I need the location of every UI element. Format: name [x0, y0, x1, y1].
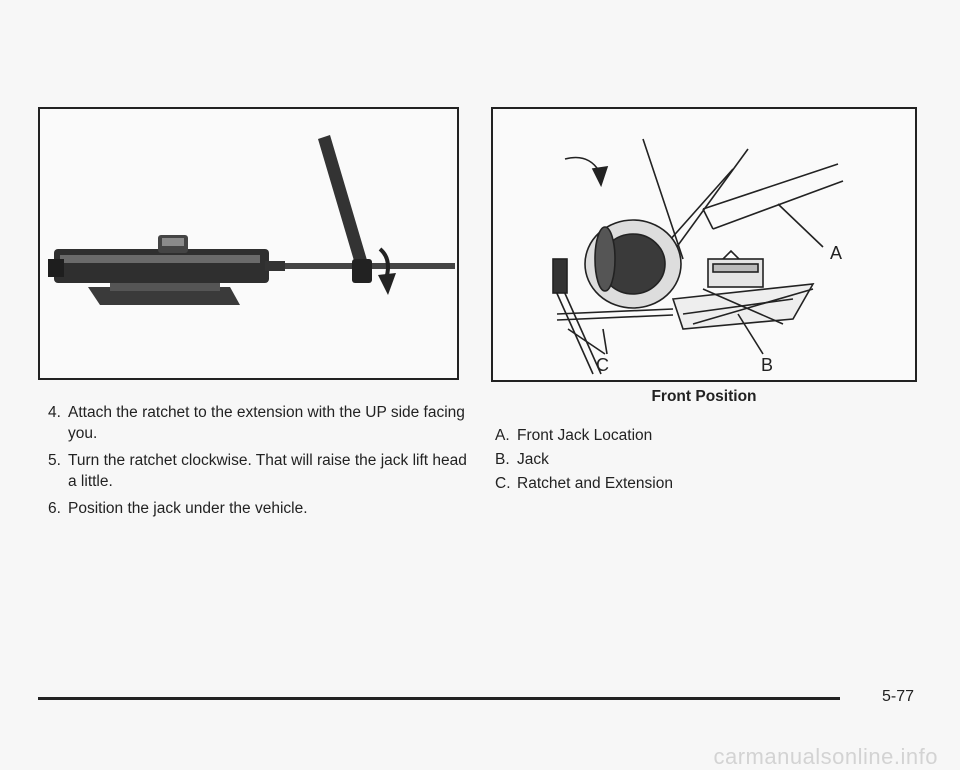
footer-rule — [38, 697, 840, 700]
step-text: Attach the ratchet to the extension with the UP side facing you. — [68, 404, 465, 442]
legend-key: C. — [495, 475, 511, 492]
jack-ratchet-illustration — [38, 107, 459, 380]
callout-b: B — [761, 355, 774, 375]
step-number: 4. — [48, 404, 61, 421]
legend-item — [495, 472, 673, 496]
legend-label: Front Jack Location — [517, 427, 653, 444]
steps-list — [48, 402, 468, 525]
watermark: carmanualsonline.info — [713, 744, 938, 769]
legend-key: B. — [495, 451, 510, 468]
step-text: Position the jack under the vehicle. — [68, 500, 308, 517]
legend-item — [495, 448, 673, 472]
legend-label: Ratchet and Extension — [517, 475, 673, 492]
legend-key: A. — [495, 427, 510, 444]
front-position-drawing — [493, 109, 915, 380]
front-position-illustration — [491, 107, 917, 382]
step-number: 6. — [48, 500, 61, 517]
jack-ratchet-drawing — [40, 109, 457, 378]
step-item — [48, 450, 468, 492]
figure-caption: Front Position — [651, 388, 757, 405]
step-item — [48, 498, 468, 519]
callout-a: A — [830, 243, 843, 263]
page-number: 5-77 — [882, 688, 915, 705]
step-item — [48, 402, 468, 444]
figure-legend — [495, 424, 673, 496]
legend-item — [495, 424, 673, 448]
callout-c: C — [596, 355, 609, 375]
step-number: 5. — [48, 452, 61, 469]
step-text: Turn the ratchet clockwise. That will raise the jack lift head a little. — [68, 452, 467, 490]
legend-label: Jack — [517, 451, 549, 468]
